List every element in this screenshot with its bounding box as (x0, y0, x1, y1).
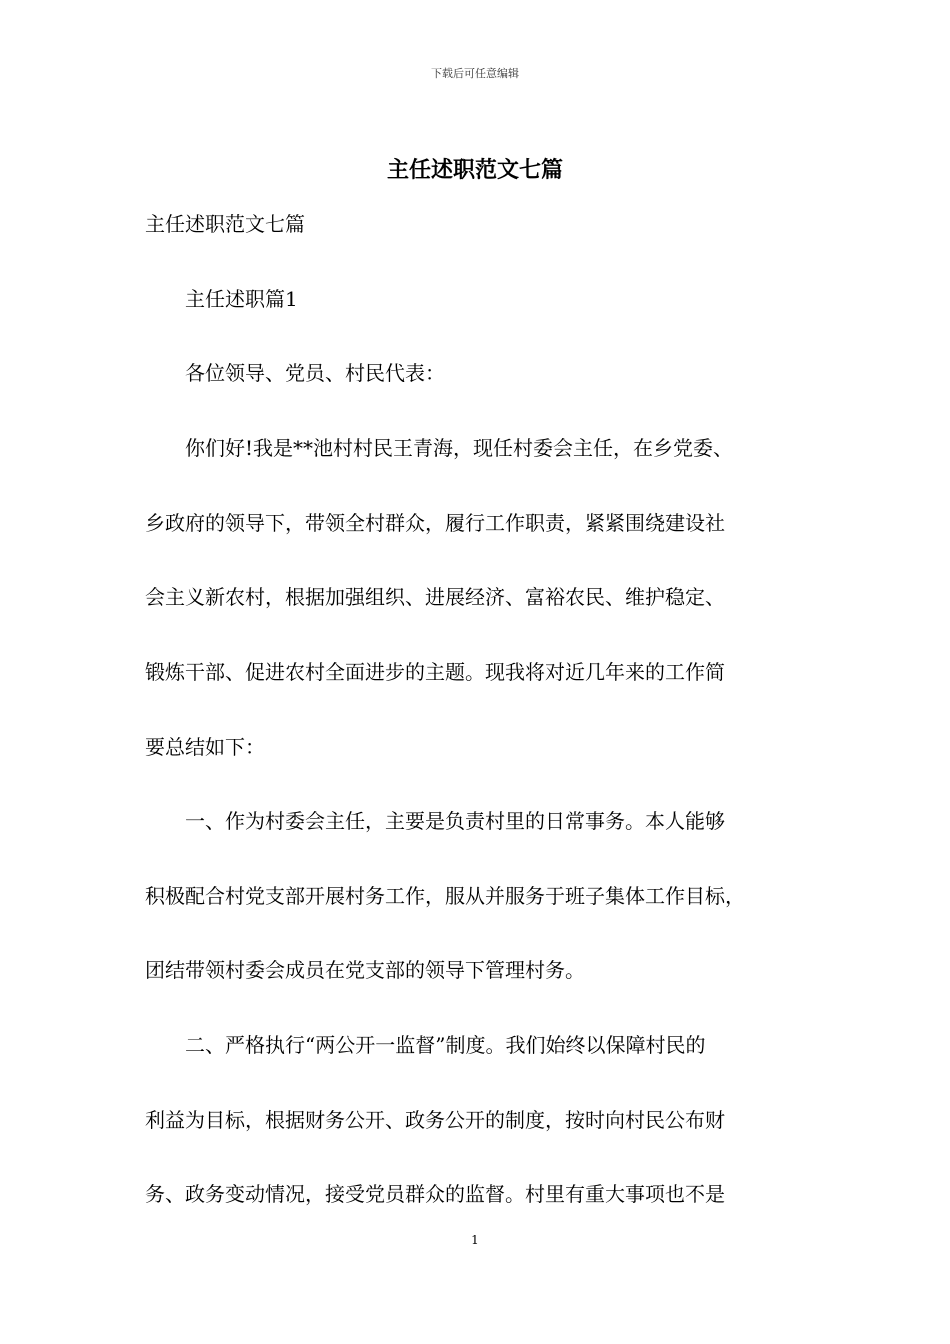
page-number: 1 (471, 1233, 479, 1247)
section-heading: 主任述职篇1 (145, 287, 298, 311)
paragraph-line: 锻炼干部、促进农村全面进步的主题。现我将对近几年来的工作简 (145, 660, 725, 684)
paragraph-line: 团结带领村委会成员在党支部的领导下管理村务。 (145, 958, 585, 982)
document-title: 主任述职范文七篇 (386, 157, 563, 183)
paragraph-line: 利益为目标，根据财务公开、政务公开的制度，按时向村民公布财 (145, 1108, 725, 1132)
paragraph-line: 务、政务变动情况，接受党员群众的监督。村里有重大事项也不是 (145, 1182, 725, 1206)
paragraph-line: 会主义新农村，根据加强组织、进展经济、富裕农民、维护稳定、 (145, 585, 725, 609)
paragraph-line: 你们好!我是**池村村民王青海，现任村委会主任，在乡党委、 (145, 436, 734, 460)
paragraph-line: 一、作为村委会主任，主要是负责村里的日常事务。本人能够 (145, 809, 725, 833)
page-header: 下载后可任意编辑 (431, 67, 519, 80)
paragraph-line: 乡政府的领导下，带领全村群众，履行工作职责，紧紧围绕建设社 (145, 511, 725, 535)
subtitle-line: 主任述职范文七篇 (145, 212, 305, 236)
salutation-line: 各位领导、党员、村民代表： (145, 361, 445, 385)
paragraph-line: 积极配合村党支部开展村务工作，服从并服务于班子集体工作目标， (145, 884, 745, 908)
paragraph-line: 二、严格执行“两公开一监督”制度。我们始终以保障村民的 (145, 1033, 706, 1057)
paragraph-line: 要总结如下： (145, 735, 265, 759)
